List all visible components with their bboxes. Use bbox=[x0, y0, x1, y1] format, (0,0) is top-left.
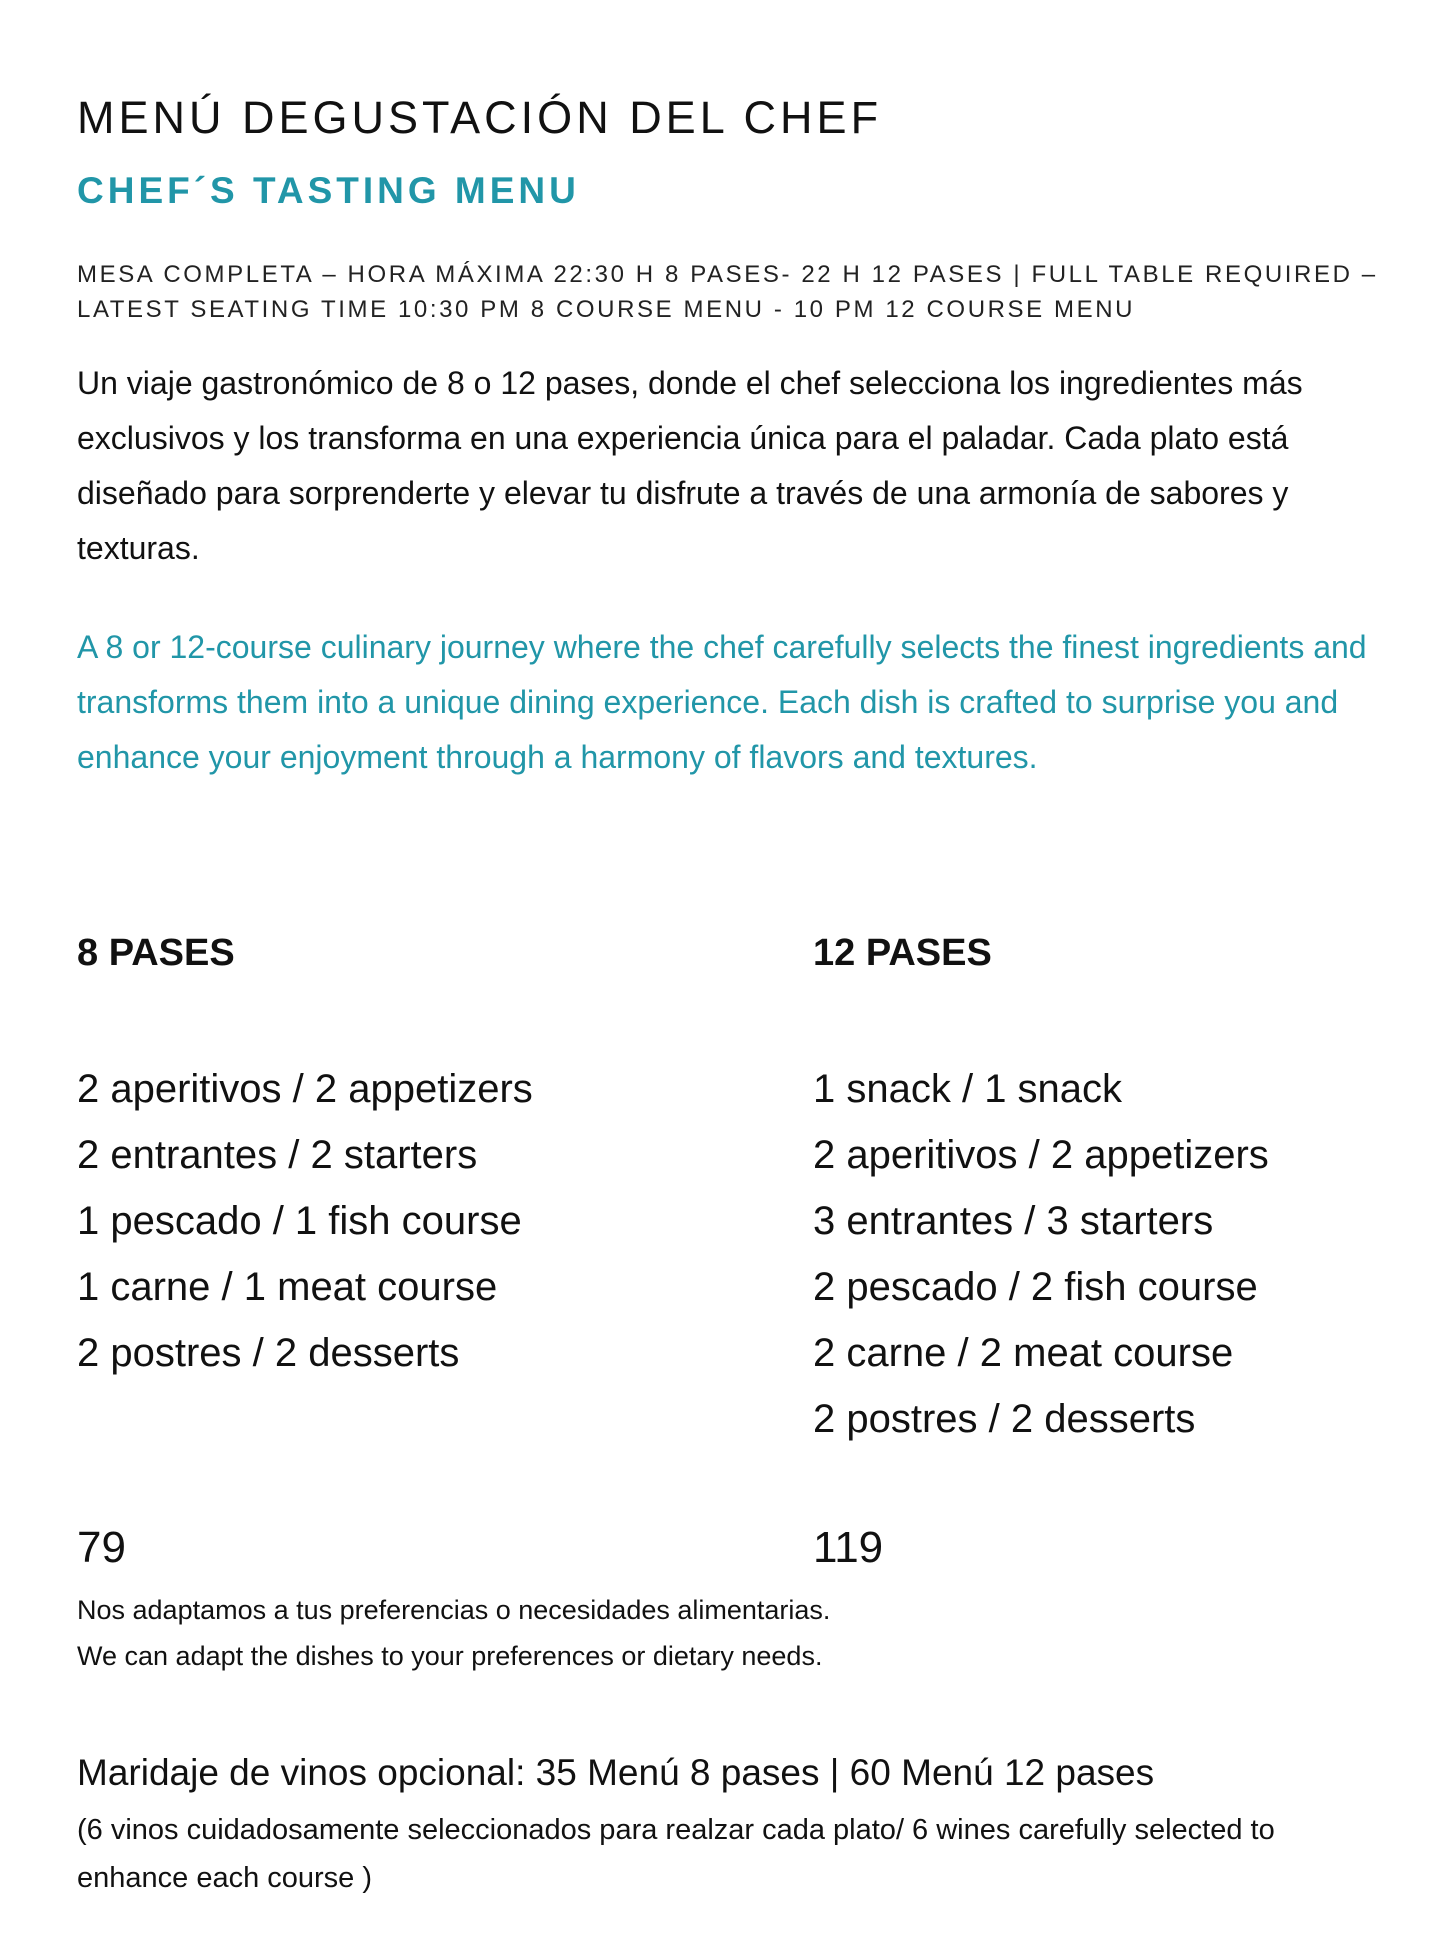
menu-8-price: 79 bbox=[77, 1523, 126, 1572]
menu-8-courses bbox=[77, 928, 677, 1386]
wine-pairing-note: (6 vinos cuidadosamente seleccionados para realzar cada plato/ 6 wines carefully selected to enhance each course ) bbox=[77, 1814, 1275, 1894]
menu-page bbox=[77, 0, 1377, 1945]
description-english: A 8 or 12-course culinary journey where the chef carefully selects the finest ingredients and transforms them into a unique dining experience. Each dish is crafted to surprise you and enhance your enjoyment through a harmony of flavors and textures. bbox=[77, 629, 1367, 775]
dietary-note-spanish: Nos adaptamos a tus preferencias o necesidades alimentarias. bbox=[77, 1595, 831, 1625]
course-item: 1 carne / 1 meat course bbox=[77, 1265, 498, 1309]
course-item: 2 postres / 2 desserts bbox=[77, 1331, 460, 1375]
dietary-note-english: We can adapt the dishes to your preferences or dietary needs. bbox=[77, 1641, 823, 1671]
seating-notice: MESA COMPLETA – HORA MÁXIMA 22:30 H 8 PASES- 22 H 12 PASES | FULL TABLE REQUIRED – LATEST SEATING TIME 10:30 PM 8 COURSE MENU - 10 PM 12 COURSE MENU bbox=[77, 261, 1378, 323]
course-item: 1 snack / 1 snack bbox=[813, 1067, 1123, 1111]
wine-pairing-title: Maridaje de vinos opcional: 35 Menú 8 pases | 60 Menú 12 pases bbox=[77, 1752, 1155, 1793]
menu-12-title: 12 PASES bbox=[813, 932, 992, 974]
page-subtitle: CHEF´S TASTING MENU bbox=[77, 170, 580, 211]
course-item: 2 pescado / 2 fish course bbox=[813, 1265, 1258, 1309]
course-item: 2 aperitivos / 2 appetizers bbox=[77, 1067, 533, 1111]
menu-12-course-list bbox=[813, 1056, 1413, 1452]
menu-8-course-list bbox=[77, 1056, 677, 1386]
course-item: 2 carne / 2 meat course bbox=[813, 1331, 1234, 1375]
menu-8-title: 8 PASES bbox=[77, 932, 235, 974]
course-item: 3 entrantes / 3 starters bbox=[813, 1199, 1214, 1243]
course-item: 2 entrantes / 2 starters bbox=[77, 1133, 478, 1177]
course-item: 1 pescado / 1 fish course bbox=[77, 1199, 522, 1243]
course-item: 2 aperitivos / 2 appetizers bbox=[813, 1133, 1269, 1177]
course-item: 2 postres / 2 desserts bbox=[813, 1397, 1196, 1441]
description-spanish: Un viaje gastronómico de 8 o 12 pases, donde el chef selecciona los ingredientes más exclusivos y los transforma en una experiencia única para el paladar. Cada plato está diseñado para sorprenderte y elevar tu disfrute a través de una armonía de sabores y texturas. bbox=[77, 365, 1303, 566]
page-title: MENÚ DEGUSTACIÓN DEL CHEF bbox=[77, 92, 883, 143]
menu-12-price: 119 bbox=[813, 1523, 884, 1572]
menu-12-courses bbox=[813, 928, 1413, 1452]
